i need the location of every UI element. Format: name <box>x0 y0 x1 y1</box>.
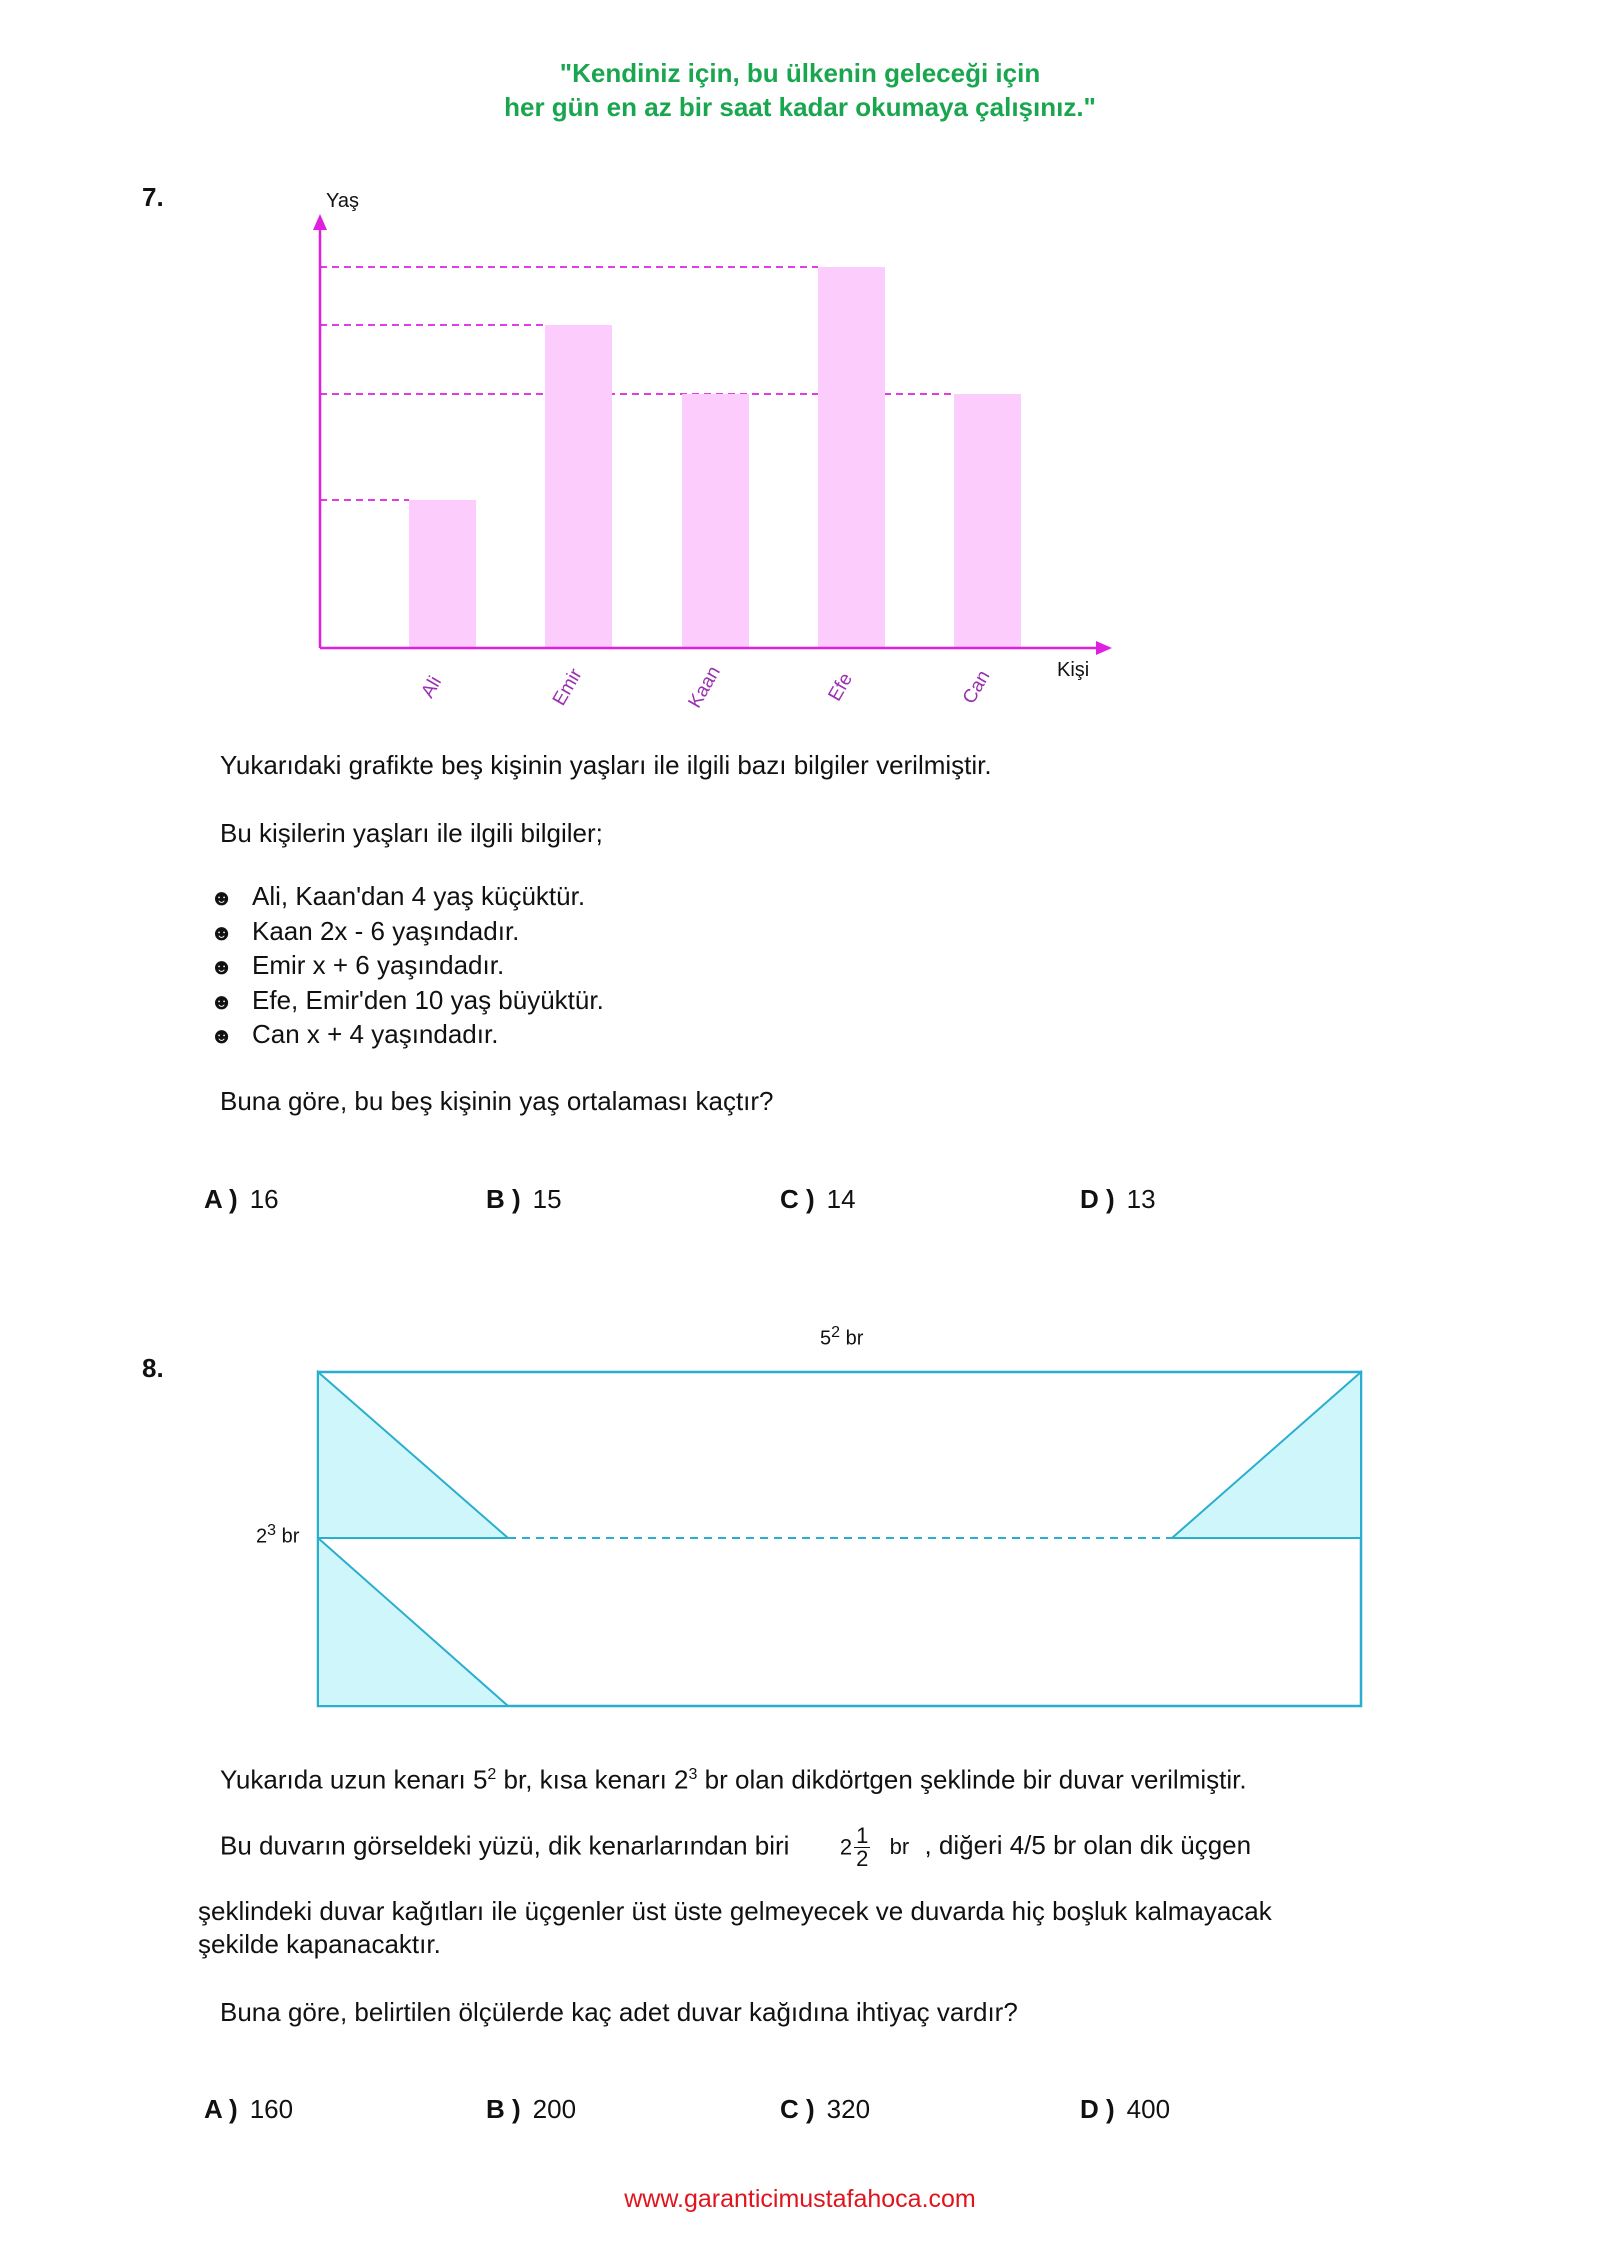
category-label-kaan: Kaan <box>684 662 725 712</box>
bar-ali <box>409 500 476 648</box>
x-axis-arrow <box>1096 641 1112 655</box>
question-8-number: 8. <box>142 1353 164 1383</box>
bar-kaan <box>682 394 749 648</box>
list-item: ☻ Emir x + 6 yaşındadır. <box>210 949 604 984</box>
x-axis-label: Kişi <box>1057 659 1090 681</box>
q8-option-b[interactable]: B ) 200 <box>486 2094 577 2124</box>
y-axis-label: Yaş <box>326 190 359 212</box>
footer-website-link[interactable]: www.garanticimustafahoca.com <box>624 2185 976 2213</box>
quote-line-2: her gün en az bir saat kadar okumaya çalışınız." <box>504 92 1096 122</box>
list-item: ☻ Can x + 4 yaşındadır. <box>210 1018 604 1053</box>
q7-option-b[interactable]: B ) 15 <box>486 1184 562 1214</box>
smiley-icon: ☻ <box>210 885 234 910</box>
smiley-icon: ☻ <box>210 988 234 1014</box>
wall-diagram <box>0 1360 1600 1720</box>
q7-facts-list <box>210 880 604 1053</box>
bar-efe <box>818 267 885 648</box>
q8-question: Buna göre, belirtilen ölçülerde kaç adet duvar kağıdına ihtiyaç vardır? <box>220 1997 1018 2027</box>
age-bar-chart <box>0 0 1600 730</box>
category-label-can: Can <box>958 666 995 708</box>
q7-info-title: Bu kişilerin yaşları ile ilgili bilgiler; <box>220 818 603 848</box>
q7-option-d[interactable]: D ) 13 <box>1080 1184 1156 1214</box>
smiley-icon: ☻ <box>210 1023 234 1048</box>
smiley-icon: ☻ <box>210 954 234 979</box>
category-label-efe: Efe <box>824 669 857 705</box>
q8-option-d[interactable]: D ) 400 <box>1080 2094 1171 2124</box>
bar-can <box>954 394 1021 648</box>
q8-line-4: şekilde kapanacaktır. <box>198 1929 441 1959</box>
mixed-number-fraction: $\frac{1}{2}$ <box>856 1823 869 1871</box>
y-axis-arrow <box>313 214 327 230</box>
category-label-ali: Ali <box>417 672 447 702</box>
mixed-number-whole: 2 <box>839 1834 853 1860</box>
q8-line-2: Bu duvarın görseldeki yüzü, dik kenarlarından biri 2 $\frac{1}{2}$ br , diğeri 4/5 br olan dik üçgen <box>220 1823 1252 1871</box>
q8-option-a[interactable]: A ) 160 <box>204 2094 294 2124</box>
list-item: ☻ Ali, Kaan'dan 4 yaş küçüktür. <box>210 880 604 915</box>
smiley-icon: ☻ <box>210 919 234 945</box>
list-item: ☻ Efe, Emir'den 10 yaş büyüktür. <box>210 984 604 1019</box>
q8-line-3: şeklindeki duvar kağıtları ile üçgenler üst üste gelmeyecek ve duvarda hiç boşluk kalmayacak <box>198 1896 1272 1926</box>
q7-option-c[interactable]: C ) 14 <box>780 1184 856 1214</box>
bar-emir <box>545 325 612 648</box>
chart-category-labels <box>417 663 994 712</box>
list-item: ☻ Kaan 2x - 6 yaşındadır. <box>210 915 604 950</box>
q7-option-a[interactable]: A ) 16 <box>204 1184 279 1214</box>
quote-line-1: "Kendiniz için, bu ülkenin geleceği için <box>559 58 1041 88</box>
wall-height-label: $2^3$ br <box>256 1522 300 1548</box>
q7-intro: Yukarıdaki grafikte beş kişinin yaşları ile ilgili bazı bilgiler verilmiştir. <box>220 750 992 780</box>
q8-option-c[interactable]: C ) 320 <box>780 2094 871 2124</box>
wall-length-label: $5^2$ br <box>820 1324 864 1350</box>
q7-question: Buna göre, bu beş kişinin yaş ortalaması kaçtır? <box>220 1086 774 1116</box>
question-7-number: 7. <box>142 182 164 212</box>
q8-line-1: Yukarıda uzun kenarı $5^2$ br, kısa kenarı $2^3$ br olan dikdörtgen şeklinde bir duvar verilmiştir. <box>220 1764 1247 1795</box>
category-label-emir: Emir <box>548 665 587 710</box>
